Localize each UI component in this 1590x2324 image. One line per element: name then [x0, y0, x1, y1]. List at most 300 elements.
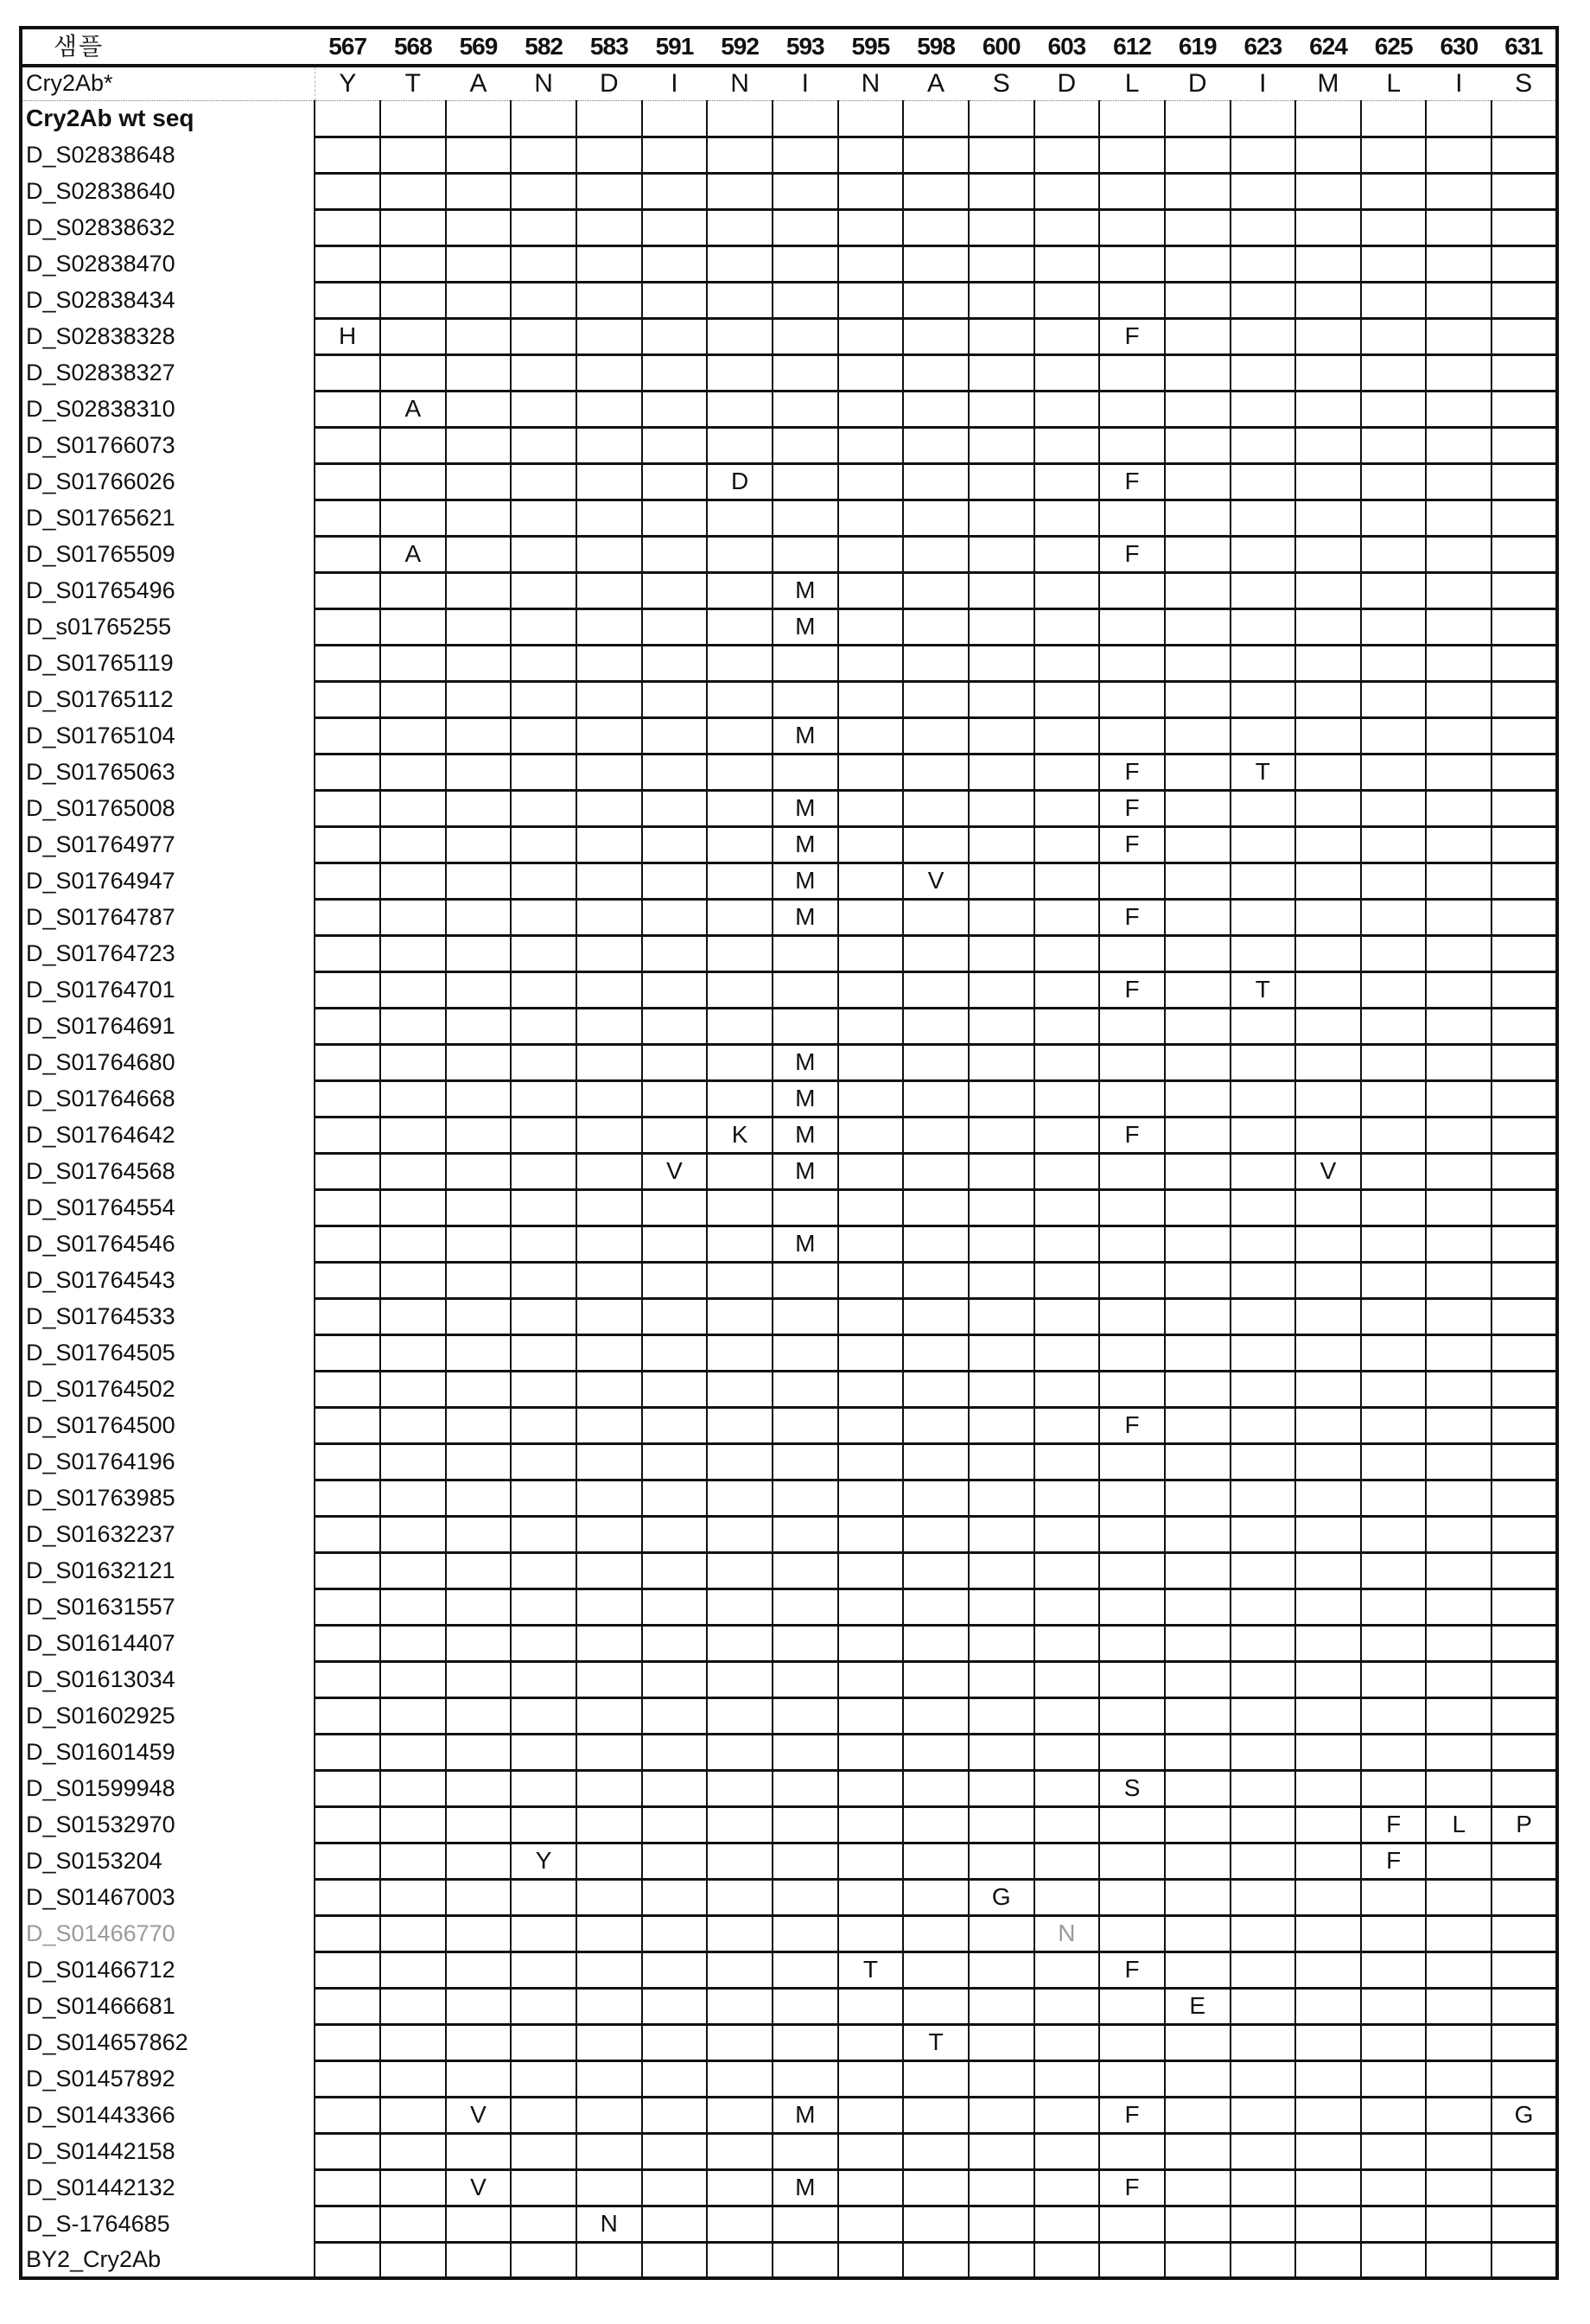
empty-cell [1491, 500, 1557, 536]
empty-cell [511, 1262, 576, 1298]
mutation-table [19, 26, 1559, 2280]
empty-cell [707, 1153, 773, 1189]
empty-cell [446, 717, 512, 754]
empty-cell [838, 245, 904, 282]
empty-cell [1165, 245, 1231, 282]
mutation-cell: F [1099, 2097, 1165, 2133]
empty-cell [315, 209, 380, 245]
empty-cell [1295, 790, 1361, 826]
empty-cell [1099, 1879, 1165, 1915]
empty-cell [576, 209, 642, 245]
empty-cell [1426, 2133, 1491, 2169]
empty-cell [773, 1589, 838, 1625]
empty-cell [511, 1189, 576, 1226]
reference-residue: M [1295, 66, 1361, 100]
empty-cell [1295, 1734, 1361, 1770]
empty-cell [315, 1008, 380, 1044]
empty-cell [1099, 935, 1165, 971]
empty-cell [1491, 245, 1557, 282]
empty-cell [1426, 1770, 1491, 1806]
empty-cell [1295, 1915, 1361, 1952]
empty-cell [1426, 245, 1491, 282]
empty-cell [1426, 1117, 1491, 1153]
empty-cell [838, 754, 904, 790]
empty-cell [511, 1153, 576, 1189]
empty-cell [903, 1915, 969, 1952]
empty-cell [707, 1262, 773, 1298]
empty-cell [446, 971, 512, 1008]
empty-cell [838, 1516, 904, 1552]
empty-cell [380, 100, 446, 137]
mutation-cell: F [1099, 826, 1165, 863]
empty-cell [1426, 2169, 1491, 2206]
empty-cell [642, 209, 708, 245]
mutation-cell: F [1099, 1952, 1165, 1988]
empty-cell [1361, 1516, 1427, 1552]
empty-cell [1034, 245, 1100, 282]
empty-cell [903, 1879, 969, 1915]
mutation-cell: A [380, 391, 446, 427]
empty-cell [315, 1589, 380, 1625]
sample-label: D_S0153204 [21, 1843, 315, 1879]
empty-cell [380, 1915, 446, 1952]
table-row [21, 282, 1557, 318]
empty-cell [511, 1226, 576, 1262]
empty-cell [380, 1226, 446, 1262]
empty-cell [576, 2024, 642, 2060]
reference-residue: N [511, 66, 576, 100]
empty-cell [838, 1697, 904, 1734]
empty-cell [315, 463, 380, 500]
empty-cell [1295, 2097, 1361, 2133]
empty-cell [1491, 209, 1557, 245]
empty-cell [1165, 354, 1231, 391]
empty-cell [576, 1153, 642, 1189]
empty-cell [642, 536, 708, 572]
empty-cell [1165, 1044, 1231, 1080]
empty-cell [707, 100, 773, 137]
empty-cell [1295, 1334, 1361, 1371]
empty-cell [1099, 500, 1165, 536]
empty-cell [969, 1661, 1034, 1697]
empty-cell [773, 137, 838, 173]
empty-cell [511, 1480, 576, 1516]
empty-cell [1491, 826, 1557, 863]
empty-cell [1426, 1734, 1491, 1770]
sample-label: D_S01764543 [21, 1262, 315, 1298]
empty-cell [1361, 391, 1427, 427]
sample-label: BY2_Cry2Ab [21, 2242, 315, 2278]
empty-cell [1231, 318, 1296, 354]
empty-cell [642, 500, 708, 536]
empty-cell [511, 2206, 576, 2242]
empty-cell [1034, 2060, 1100, 2097]
empty-cell [707, 2169, 773, 2206]
empty-cell [1165, 935, 1231, 971]
reference-residue: S [969, 66, 1034, 100]
table-row [21, 826, 1557, 863]
empty-cell [1426, 1334, 1491, 1371]
empty-cell [315, 137, 380, 173]
empty-cell [1426, 1080, 1491, 1117]
empty-cell [1491, 1770, 1557, 1806]
empty-cell [1361, 935, 1427, 971]
empty-cell [642, 1008, 708, 1044]
empty-cell [1231, 826, 1296, 863]
empty-cell [511, 608, 576, 645]
empty-cell [1165, 790, 1231, 826]
empty-cell [1295, 935, 1361, 971]
empty-cell [838, 1734, 904, 1770]
empty-cell [576, 1226, 642, 1262]
empty-cell [1099, 245, 1165, 282]
empty-cell [642, 245, 708, 282]
empty-cell [576, 1625, 642, 1661]
empty-cell [969, 2097, 1034, 2133]
empty-cell [969, 790, 1034, 826]
empty-cell [1491, 427, 1557, 463]
empty-cell [773, 1952, 838, 1988]
empty-cell [1034, 173, 1100, 209]
mutation-cell: M [773, 826, 838, 863]
empty-cell [315, 1661, 380, 1697]
empty-cell [446, 572, 512, 608]
empty-cell [1361, 536, 1427, 572]
empty-cell [446, 1879, 512, 1915]
empty-cell [707, 754, 773, 790]
empty-cell [903, 1552, 969, 1589]
empty-cell [511, 209, 576, 245]
empty-cell [1034, 100, 1100, 137]
empty-cell [969, 2242, 1034, 2278]
empty-cell [1034, 2133, 1100, 2169]
sample-label: D_S01765119 [21, 645, 315, 681]
empty-cell [642, 2206, 708, 2242]
empty-cell [576, 608, 642, 645]
empty-cell [511, 1697, 576, 1734]
empty-cell [1034, 1189, 1100, 1226]
empty-cell [1426, 935, 1491, 971]
mutation-cell: V [642, 1153, 708, 1189]
empty-cell [446, 1806, 512, 1843]
empty-cell [707, 572, 773, 608]
empty-cell [642, 645, 708, 681]
position-header: 592 [707, 28, 773, 66]
empty-cell [446, 173, 512, 209]
empty-cell [1361, 1770, 1427, 1806]
position-header: 603 [1034, 28, 1100, 66]
sample-label: D_S01764691 [21, 1008, 315, 1044]
empty-cell [446, 1080, 512, 1117]
empty-cell [838, 354, 904, 391]
empty-cell [315, 1770, 380, 1806]
empty-cell [642, 1480, 708, 1516]
empty-cell [1231, 1334, 1296, 1371]
empty-cell [707, 282, 773, 318]
empty-cell [1361, 1697, 1427, 1734]
empty-cell [576, 2133, 642, 2169]
empty-cell [1165, 1806, 1231, 1843]
empty-cell [1295, 971, 1361, 1008]
empty-cell [642, 354, 708, 391]
empty-cell [315, 1915, 380, 1952]
sample-label: D_S01632237 [21, 1516, 315, 1552]
empty-cell [1099, 1226, 1165, 1262]
mutation-cell: M [773, 1117, 838, 1153]
empty-cell [1295, 1625, 1361, 1661]
empty-cell [838, 1334, 904, 1371]
empty-cell [1231, 1443, 1296, 1480]
mutation-cell: T [1231, 754, 1296, 790]
empty-cell [380, 754, 446, 790]
empty-cell [838, 1189, 904, 1226]
empty-cell [1034, 1371, 1100, 1407]
empty-cell [1099, 1334, 1165, 1371]
empty-cell [838, 2169, 904, 2206]
empty-cell [446, 2206, 512, 2242]
empty-cell [1491, 1516, 1557, 1552]
empty-cell [1165, 1298, 1231, 1334]
table-row [21, 1334, 1557, 1371]
empty-cell [446, 790, 512, 826]
empty-cell [642, 1589, 708, 1625]
table-row [21, 1589, 1557, 1625]
empty-cell [1295, 826, 1361, 863]
empty-cell [1491, 1443, 1557, 1480]
table-row [21, 2133, 1557, 2169]
empty-cell [380, 935, 446, 971]
reference-residue: A [903, 66, 969, 100]
mutation-cell: F [1361, 1806, 1427, 1843]
empty-cell [1491, 1371, 1557, 1407]
empty-cell [1165, 463, 1231, 500]
empty-cell [380, 1661, 446, 1697]
empty-cell [969, 1117, 1034, 1153]
empty-cell [1491, 391, 1557, 427]
empty-cell [1099, 1371, 1165, 1407]
empty-cell [380, 645, 446, 681]
empty-cell [1165, 209, 1231, 245]
table-row [21, 1879, 1557, 1915]
empty-cell [576, 1697, 642, 1734]
empty-cell [838, 2097, 904, 2133]
empty-cell [903, 971, 969, 1008]
empty-cell [576, 1371, 642, 1407]
empty-cell [1231, 1697, 1296, 1734]
sample-label: D_S01632121 [21, 1552, 315, 1589]
empty-cell [969, 1298, 1034, 1334]
empty-cell [773, 2060, 838, 2097]
empty-cell [903, 536, 969, 572]
empty-cell [315, 1153, 380, 1189]
empty-cell [446, 1262, 512, 1298]
empty-cell [1361, 1552, 1427, 1589]
empty-cell [446, 1407, 512, 1443]
empty-cell [1491, 1189, 1557, 1226]
empty-cell [446, 1008, 512, 1044]
empty-cell [1034, 2169, 1100, 2206]
empty-cell [1165, 1262, 1231, 1298]
empty-cell [642, 2060, 708, 2097]
empty-cell [1165, 137, 1231, 173]
empty-cell [576, 1589, 642, 1625]
empty-cell [1034, 2097, 1100, 2133]
empty-cell [1361, 2206, 1427, 2242]
empty-cell [380, 1008, 446, 1044]
position-header: 624 [1295, 28, 1361, 66]
empty-cell [315, 100, 380, 137]
empty-cell [1491, 1262, 1557, 1298]
empty-cell [707, 717, 773, 754]
empty-cell [576, 1298, 642, 1334]
sample-label: D_S01765063 [21, 754, 315, 790]
table-row [21, 1117, 1557, 1153]
empty-cell [773, 681, 838, 717]
empty-cell [969, 209, 1034, 245]
empty-cell [903, 173, 969, 209]
empty-cell [1099, 1625, 1165, 1661]
table-row [21, 1189, 1557, 1226]
sample-label: D_S01764500 [21, 1407, 315, 1443]
empty-cell [511, 500, 576, 536]
table-row [21, 863, 1557, 899]
empty-cell [1099, 173, 1165, 209]
empty-cell [1231, 1371, 1296, 1407]
empty-cell [1231, 1298, 1296, 1334]
empty-cell [903, 282, 969, 318]
empty-cell [511, 1516, 576, 1552]
empty-cell [642, 173, 708, 209]
empty-cell [1034, 137, 1100, 173]
empty-cell [903, 1443, 969, 1480]
empty-cell [1034, 2024, 1100, 2060]
empty-cell [838, 1443, 904, 1480]
empty-cell [380, 1625, 446, 1661]
empty-cell [1426, 717, 1491, 754]
empty-cell [903, 1371, 969, 1407]
empty-cell [707, 1080, 773, 1117]
empty-cell [707, 318, 773, 354]
empty-cell [1165, 899, 1231, 935]
empty-cell [1165, 1843, 1231, 1879]
empty-cell [969, 899, 1034, 935]
empty-cell [838, 899, 904, 935]
sample-label: D_S02838470 [21, 245, 315, 282]
reference-residue: N [838, 66, 904, 100]
empty-cell [969, 681, 1034, 717]
empty-cell [969, 863, 1034, 899]
empty-cell [511, 245, 576, 282]
empty-cell [446, 1734, 512, 1770]
sample-label: D_S02838434 [21, 282, 315, 318]
empty-cell [1361, 1262, 1427, 1298]
empty-cell [642, 608, 708, 645]
empty-cell [1165, 1153, 1231, 1189]
empty-cell [1099, 2133, 1165, 2169]
empty-cell [903, 427, 969, 463]
empty-cell [1295, 1371, 1361, 1407]
empty-cell [707, 971, 773, 1008]
empty-cell [1426, 282, 1491, 318]
empty-cell [1034, 1516, 1100, 1552]
empty-cell [969, 100, 1034, 137]
mutation-cell: G [1491, 2097, 1557, 2133]
sample-label: D_S01532970 [21, 1806, 315, 1843]
sample-label: D_S01764196 [21, 1443, 315, 1480]
empty-cell [1295, 1843, 1361, 1879]
empty-cell [1034, 681, 1100, 717]
empty-cell [380, 1443, 446, 1480]
empty-cell [380, 1371, 446, 1407]
empty-cell [969, 2060, 1034, 2097]
empty-cell [576, 681, 642, 717]
empty-cell [1034, 1697, 1100, 1734]
empty-cell [511, 1298, 576, 1334]
empty-cell [380, 2024, 446, 2060]
empty-cell [380, 1952, 446, 1988]
empty-cell [1034, 1153, 1100, 1189]
empty-cell [380, 427, 446, 463]
empty-cell [315, 1407, 380, 1443]
empty-cell [315, 935, 380, 971]
empty-cell [1426, 1952, 1491, 1988]
sample-label: D_S01765621 [21, 500, 315, 536]
empty-cell [315, 1044, 380, 1080]
empty-cell [1426, 1262, 1491, 1298]
empty-cell [903, 1770, 969, 1806]
sample-label: D_S01764642 [21, 1117, 315, 1153]
empty-cell [380, 1334, 446, 1371]
empty-cell [576, 1008, 642, 1044]
empty-cell [1361, 2169, 1427, 2206]
empty-cell [315, 1552, 380, 1589]
empty-cell [576, 173, 642, 209]
empty-cell [1426, 500, 1491, 536]
empty-cell [773, 100, 838, 137]
empty-cell [1361, 1625, 1427, 1661]
empty-cell [1295, 1806, 1361, 1843]
empty-cell [969, 717, 1034, 754]
empty-cell [315, 1189, 380, 1226]
empty-cell [1491, 1153, 1557, 1189]
empty-cell [1426, 1298, 1491, 1334]
sample-label: D_S01764947 [21, 863, 315, 899]
empty-cell [576, 572, 642, 608]
empty-cell [1034, 500, 1100, 536]
empty-cell [773, 1552, 838, 1589]
empty-cell [707, 1770, 773, 1806]
empty-cell [1295, 1298, 1361, 1334]
empty-cell [315, 971, 380, 1008]
empty-cell [707, 1806, 773, 1843]
empty-cell [1491, 971, 1557, 1008]
empty-cell [1491, 1480, 1557, 1516]
empty-cell [1426, 1008, 1491, 1044]
empty-cell [1165, 863, 1231, 899]
empty-cell [576, 754, 642, 790]
empty-cell [511, 354, 576, 391]
empty-cell [1426, 572, 1491, 608]
empty-cell [1099, 209, 1165, 245]
empty-cell [315, 1734, 380, 1770]
empty-cell [511, 1008, 576, 1044]
empty-cell [707, 1734, 773, 1770]
empty-cell [576, 1117, 642, 1153]
empty-cell [969, 1371, 1034, 1407]
empty-cell [1099, 100, 1165, 137]
empty-cell [1099, 1044, 1165, 1080]
empty-cell [576, 1734, 642, 1770]
